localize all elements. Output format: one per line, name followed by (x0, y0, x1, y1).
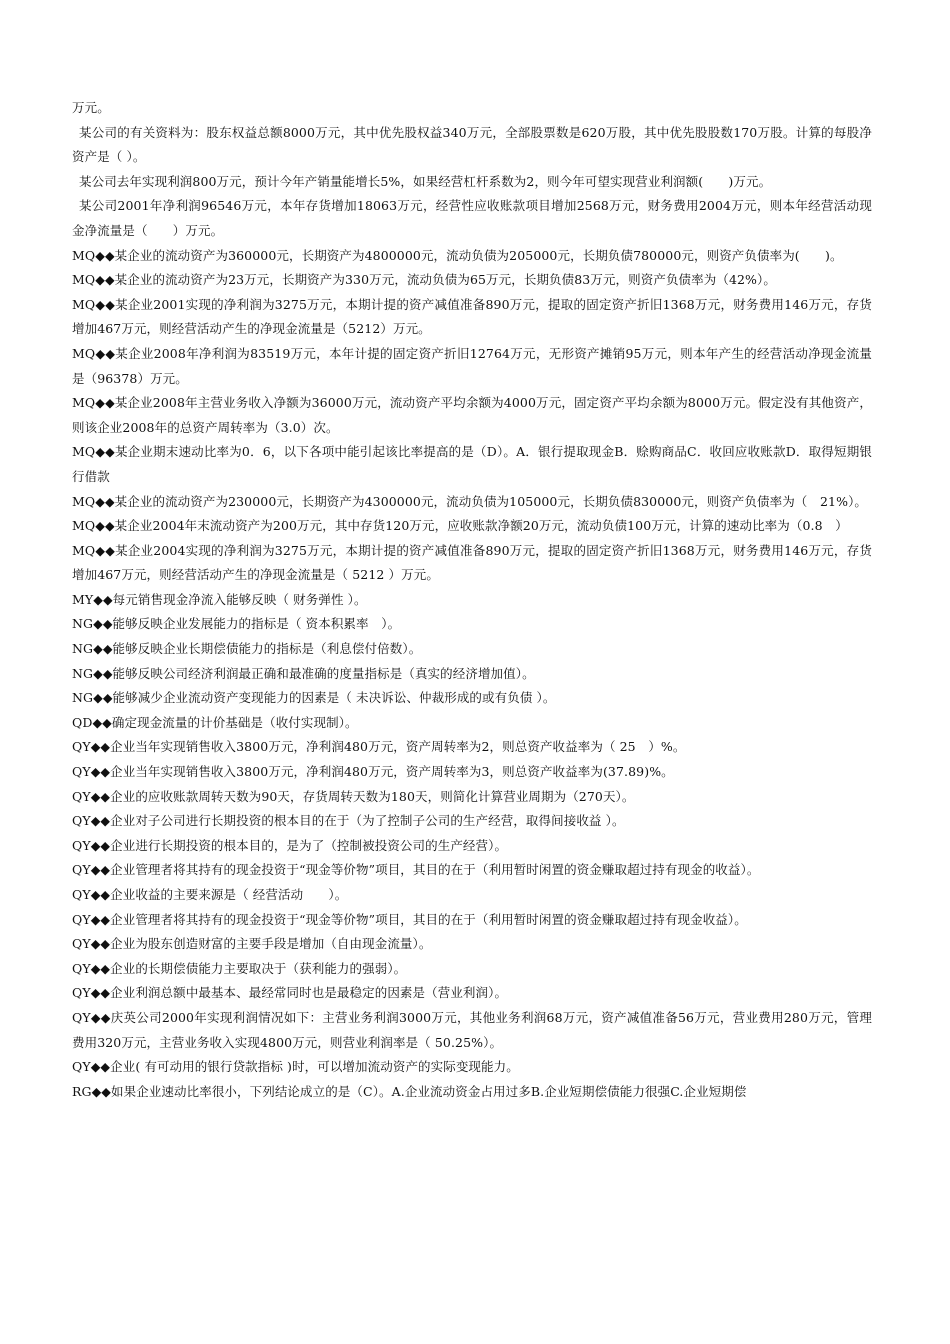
question-item: MQ◆◆某企业的流动资产为23万元，长期资产为330万元，流动负债为65万元，长期负债83万元，则资产负债率为（42%）。 (72, 272, 776, 288)
question-item: MQ◆◆某企业2001实现的净利润为3275万元，本期计提的资产减值准备890万元，提取的固定资产折旧1368万元，财务费用146万元，存货增加467万元，则经营活动产生的净现金流量是（5212）万元。 (72, 296, 872, 337)
paragraph: 某公司去年实现利润800万元，预计今年产销量能增长5%，如果经营杠杆系数为2，则今年可望实现营业利润额( )万元。 (79, 173, 772, 189)
question-item: MQ◆◆某企业2008年主营业务收入净额为36000万元，流动资产平均余额为4000万元，固定资产平均余额为8000万元。假定没有其他资产，则该企业2008年的总资产周转率为（3.0）次。 (72, 395, 872, 435)
question-item: QY◆◆企业的长期偿债能力主要取决于（获利能力的强弱）。 (72, 960, 407, 976)
question-item: MY◆◆每元销售现金净流入能够反映（ 财务弹性 ）。 (72, 591, 367, 607)
question-item: QY◆◆企业管理者将其持有的现金投资于“现金等价物”项目，其目的在于（利用暂时闲置的资金赚取超过持有现金的收益）。 (72, 862, 760, 878)
question-item: QY◆◆企业( 有可动用的银行贷款指标 )时，可以增加流动资产的实际变现能力。 (72, 1059, 519, 1075)
paragraph: 某公司的有关资料为：股东权益总额8000万元，其中优先股权益340万元，全部股票数是620万股，其中优先股股数170万股。计算的每股净资产是（ ）。 (72, 124, 872, 165)
question-item: MQ◆◆某企业2008年净利润为83519万元，本年计提的固定资产折旧12764万元，无形资产摊销95万元，则本年产生的经营活动净现金流量是（96378）万元。 (72, 345, 872, 386)
question-item: QY◆◆企业的应收账款周转天数为90天，存货周转天数为180天，则简化计算营业周期为（270天）。 (72, 788, 635, 804)
question-item: QY◆◆企业收益的主要来源是（ 经营活动 ）。 (72, 887, 348, 902)
question-item: RG◆◆如果企业速动比率很小，下列结论成立的是（C）。A.企业流动资金占用过多B.企业短期偿债能力很强C.企业短期偿 (72, 1083, 747, 1099)
question-item: QY◆◆企业当年实现销售收入3800万元，净利润480万元，资产周转率为2，则总资产收益率为（ 25 ）%。 (72, 739, 686, 755)
question-item: MQ◆◆某企业的流动资产为230000元，长期资产为4300000元，流动负债为105000元，长期负债830000元，则资产负债率为（ 21%）。 (72, 493, 868, 509)
paragraph: 某公司2001年净利润96546万元，本年存货增加18063万元，经营性应收账款项目增加2568万元，财务费用2004万元，则本年经营活动现金净流量是（ ）万元。 (72, 198, 872, 238)
document-body (72, 96, 872, 1104)
question-item: MQ◆◆某企业2004年末流动资产为200万元，其中存货120万元，应收账款净额20万元，流动负债100万元，计算的速动比率为（0.8 ） (72, 518, 848, 534)
question-item: MQ◆◆某企业2004实现的净利润为3275万元，本期计提的资产减值准备890万元，提取的固定资产折旧1368万元，财务费用146万元，存货增加467万元，则经营活动产生的净现金流量是（ 5212 ）万元。 (72, 542, 872, 583)
question-item: QY◆◆庆英公司2000年实现利润情况如下：主营业务利润3000万元，其他业务利润68万元，资产减值准备56万元，营业费用280万元，管理费用320万元，主营业务收入实现4800万元，则营业利润率是（ 50.25%）。 (72, 1009, 872, 1050)
question-item: NG◆◆能够减少企业流动资产变现能力的因素是（ 未决诉讼、仲裁形成的或有负债 ）。 (72, 690, 556, 706)
question-item: NG◆◆能够反映企业发展能力的指标是（ 资本积累率 ）。 (72, 616, 401, 632)
question-item: QY◆◆企业为股东创造财富的主要手段是增加（自由现金流量）。 (72, 936, 432, 952)
question-item: QY◆◆企业对子公司进行长期投资的根本目的在于（为了控制子公司的生产经营，取得间接收益 ）。 (72, 813, 625, 829)
paragraph: 万元。 (72, 100, 110, 115)
question-item: NG◆◆能够反映企业长期偿债能力的指标是（利息偿付倍数）。 (72, 641, 422, 657)
question-item: QY◆◆企业利润总额中最基本、最经常同时也是最稳定的因素是（营业利润）。 (72, 985, 508, 1001)
question-item: QY◆◆企业进行长期投资的根本目的，是为了（控制被投资公司的生产经营）。 (72, 837, 508, 853)
question-item: QY◆◆企业当年实现销售收入3800万元，净利润480万元，资产周转率为3，则总资产收益率为(37.89)%。 (72, 764, 674, 780)
question-item: MQ◆◆某企业的流动资产为360000元，长期资产为4800000元，流动负债为205000元，长期负债780000元，则资产负债率为( )。 (72, 247, 843, 263)
question-item: NG◆◆能够反映公司经济利润最正确和最准确的度量指标是（真实的经济增加值）。 (72, 665, 535, 681)
question-item: MQ◆◆某企业期末速动比率为0．6，以下各项中能引起该比率提高的是（D）。A．银行提取现金B．赊购商品C．收回应收账款D．取得短期银行借款 (72, 444, 872, 484)
question-item: QY◆◆企业管理者将其持有的现金投资于“现金等价物”项目，其目的在于（利用暂时闲置的资金赚取超过持有现金收益）。 (72, 911, 747, 927)
question-item: QD◆◆确定现金流量的计价基础是（收付实现制）。 (72, 714, 358, 730)
